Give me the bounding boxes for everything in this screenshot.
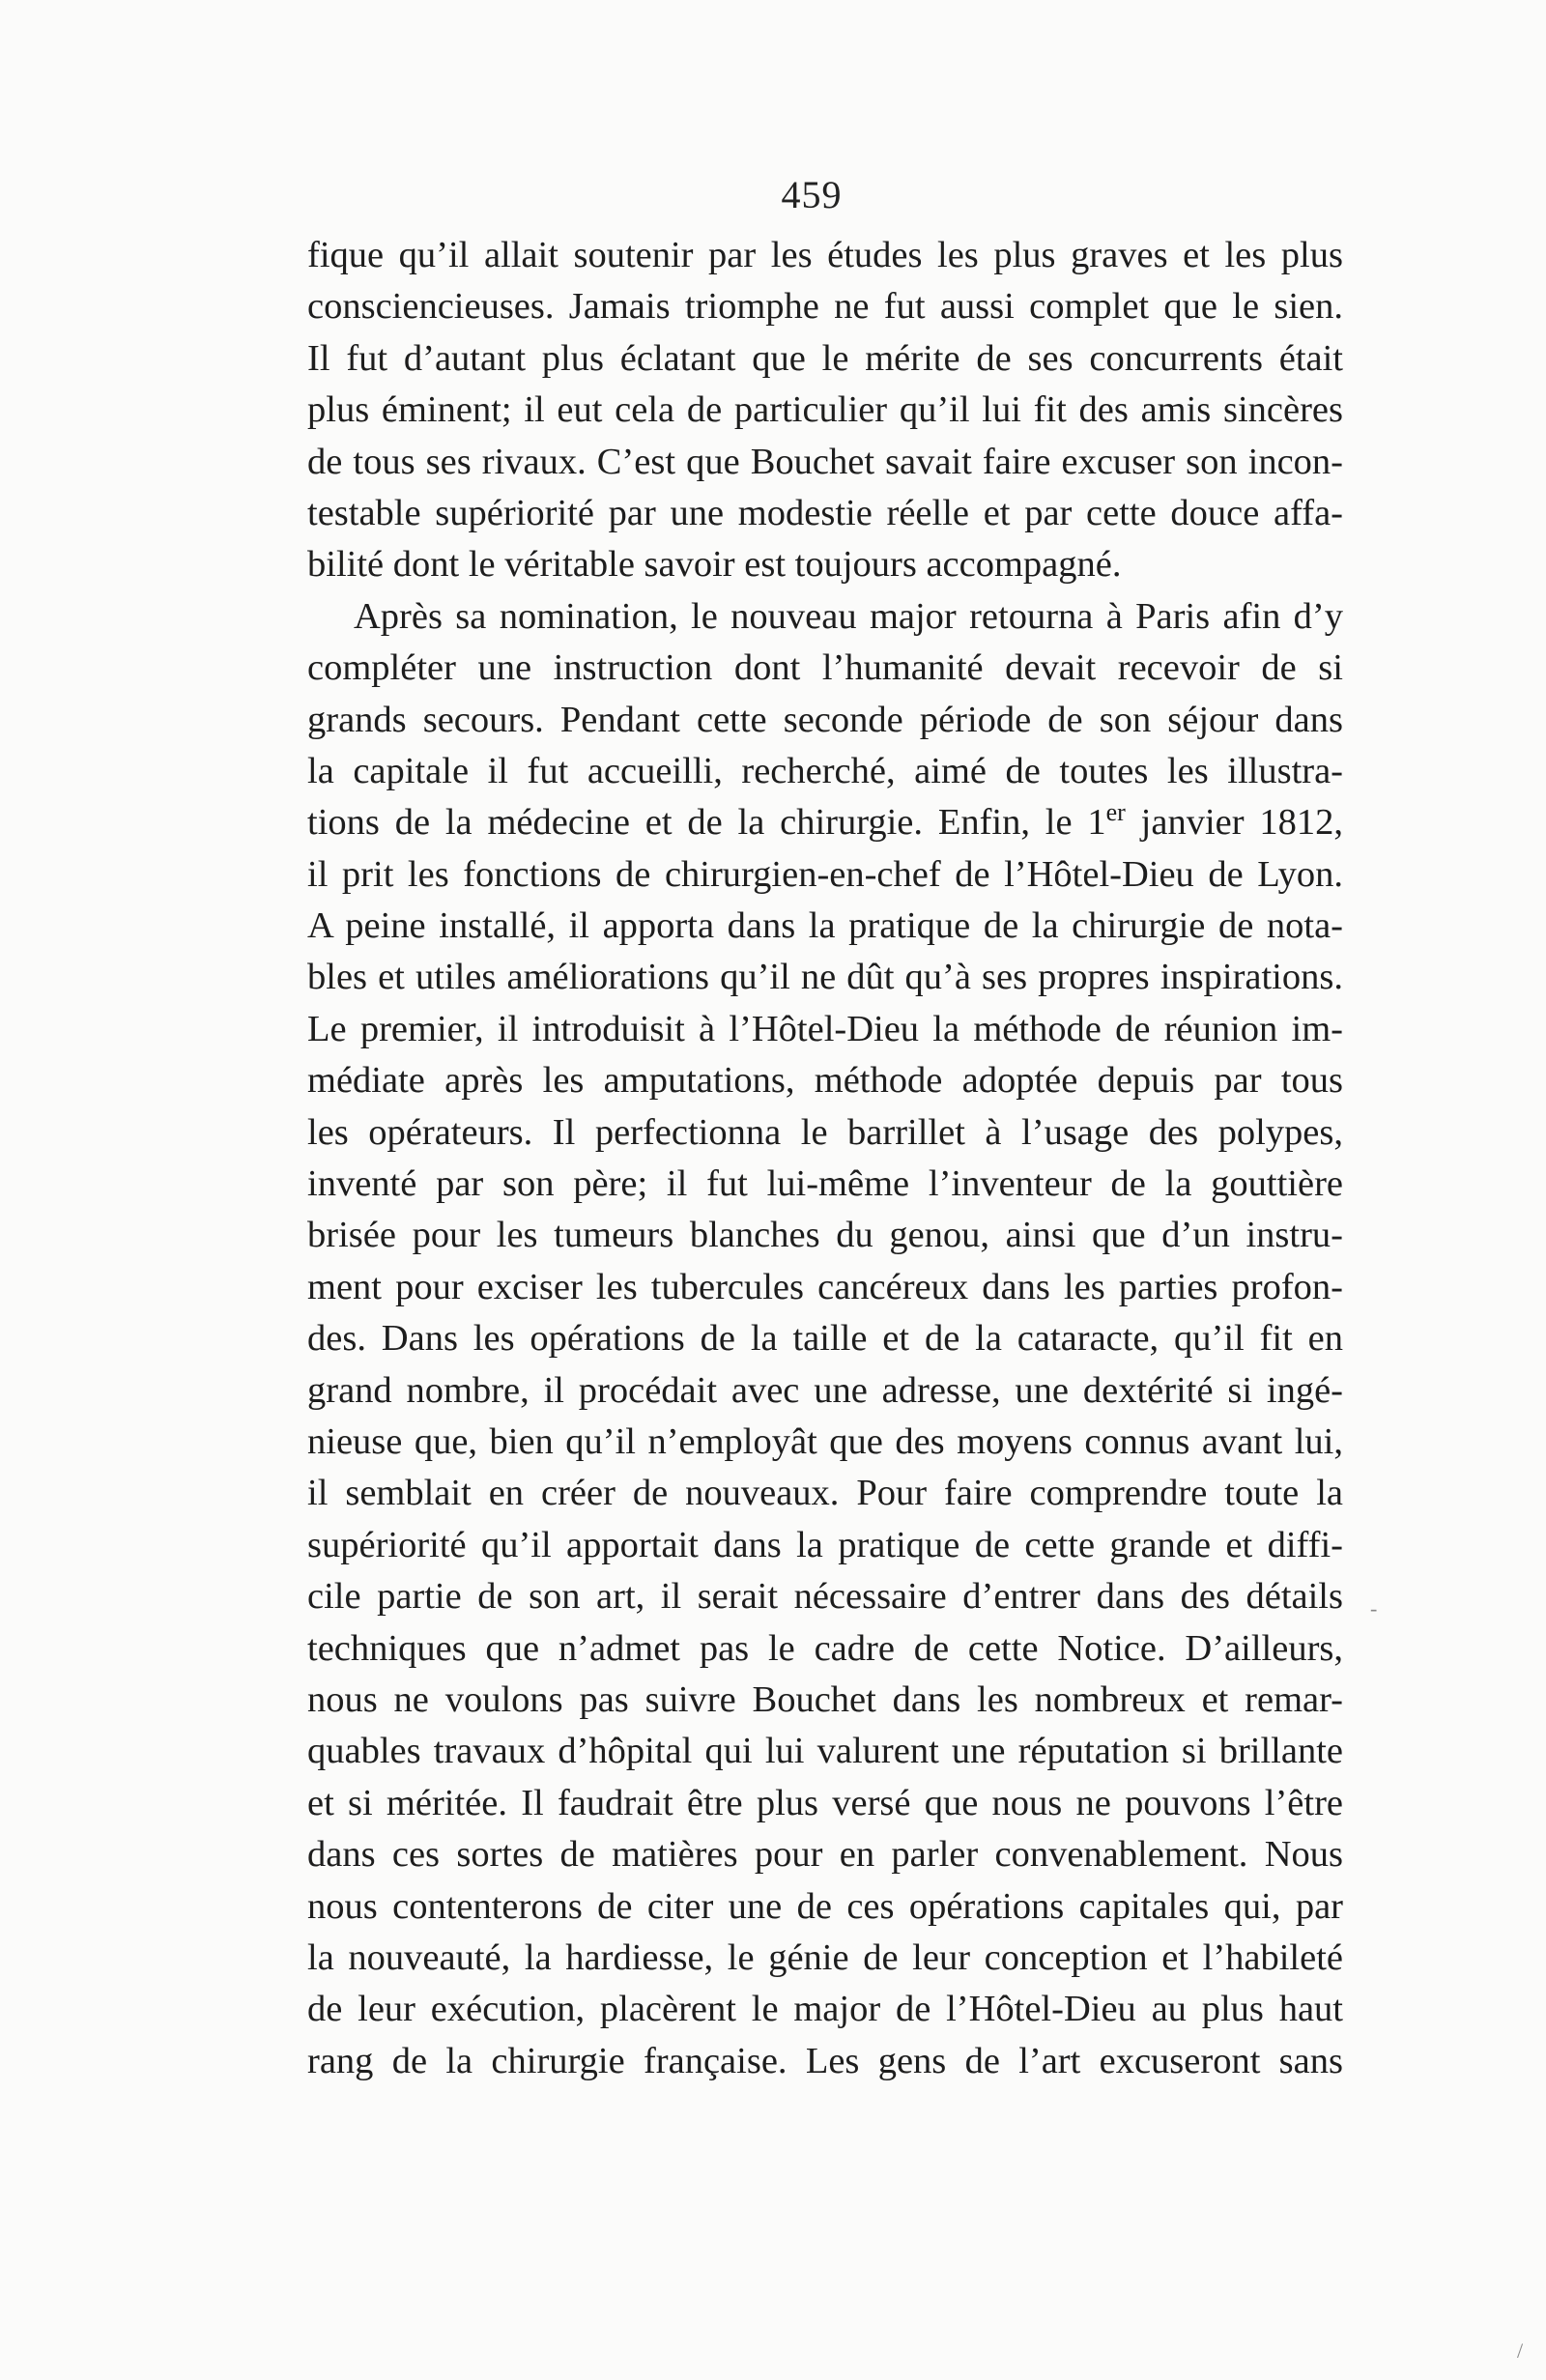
paragraph-1 [307, 230, 1343, 591]
text-line: bles et utiles améliorations qu’il ne dût qu’à ses propres inspirations. [307, 957, 1343, 998]
ordinal-suffix: er [1105, 798, 1126, 827]
text-line: de tous ses rivaux. C’est que Bouchet savait faire excuser son incon- [307, 441, 1343, 482]
text-line: des. Dans les opérations de la taille et de la cataracte, qu’il fit en [307, 1318, 1343, 1360]
text-line: tions de la médecine et de la chirurgie. Enfin, le 1er janvier 1812, [307, 798, 1343, 844]
text-line: A peine installé, il apporta dans la pratique de la chirurgie de nota- [307, 905, 1343, 947]
text-line: il prit les fonctions de chirurgien-en-chef de l’Hôtel-Dieu de Lyon. [307, 853, 1343, 895]
text-line: techniques que n’admet pas le cadre de cette Notice. D’ailleurs, [307, 1627, 1343, 1669]
text-line: et si méritée. Il faudrait être plus versé que nous ne pouvons l’être [307, 1782, 1343, 1823]
text-line: nous contenterons de citer une de ces opérations capitales qui, par [307, 1885, 1343, 1927]
text-line: supériorité qu’il apportait dans la pratique de cette grande et diffi- [307, 1524, 1343, 1565]
text-line: médiate après les amputations, méthode adoptée depuis par tous [307, 1060, 1343, 1102]
text-line: fique qu’il allait soutenir par les études les plus graves et les plus [307, 235, 1343, 275]
text-line: la nouveauté, la hardiesse, le génie de leur conception et l’habileté [307, 1936, 1343, 1978]
text-line: grands secours. Pendant cette seconde période de son séjour dans [307, 699, 1343, 740]
body-text [307, 230, 1343, 2087]
text-line: les opérateurs. Il perfectionna le barrillet à l’usage des polypes, [307, 1111, 1343, 1153]
text-line: rang de la chirurgie française. Les gens de l’art excuseront sans [307, 2040, 1343, 2081]
text-line: testable supériorité par une modestie réelle et par cette douce affa- [307, 492, 1343, 533]
text-line: nous ne voulons pas suivre Bouchet dans les nombreux et remar- [307, 1678, 1343, 1720]
paragraph-2 [307, 591, 1343, 2087]
text-line: inventé par son père; il fut lui-même l’inventeur de la gouttière [307, 1163, 1343, 1205]
text-line: nieuse que, bien qu’il n’employât que des moyens connus avant lui, [307, 1420, 1343, 1462]
text-line: bilité dont le véritable savoir est toujours accompagné. [307, 544, 1122, 586]
text-line: Il fut d’autant plus éclatant que le mérite de ses concurrents était [307, 337, 1343, 379]
text-line: dans ces sortes de matières pour en parler convenablement. Nous [307, 1834, 1343, 1876]
text-line: plus éminent; il eut cela de particulier qu’il lui fit des amis sincères [307, 389, 1343, 431]
text-line: cile partie de son art, il serait nécessaire d’entrer dans des détails [307, 1576, 1343, 1618]
text-line: quables travaux d’hôpital qui lui valurent une réputation si brillante [307, 1731, 1343, 1772]
text-line: ment pour exciser les tubercules cancéreux dans les parties profon- [307, 1266, 1343, 1307]
text-line: Le premier, il introduisit à l’Hôtel-Dieu la méthode de réunion im- [307, 1008, 1343, 1049]
page-number: 459 [781, 173, 843, 216]
text-line: la capitale il fut accueilli, recherché, aimé de toutes les illustra- [307, 750, 1343, 791]
text-line: il semblait en créer de nouveaux. Pour faire comprendre toute la [307, 1473, 1343, 1514]
text-line: grand nombre, il procédait avec une adresse, une dextérité si ingé- [307, 1369, 1343, 1411]
text-line: brisée pour les tumeurs blanches du genou, ainsi que d’un instru- [307, 1215, 1343, 1256]
ink-mark: / [1517, 2338, 1524, 2363]
text-line: compléter une instruction dont l’humanité devait recevoir de si [307, 647, 1343, 689]
text-line: consciencieuses. Jamais triomphe ne fut aussi complet que le sien. [307, 286, 1343, 328]
text-line: Après sa nomination, le nouveau major retourna à Paris afin d’y [354, 595, 1343, 637]
ink-mark: - [1370, 1596, 1378, 1620]
text-line: de leur exécution, placèrent le major de l’Hôtel-Dieu au plus haut [307, 1989, 1343, 2030]
